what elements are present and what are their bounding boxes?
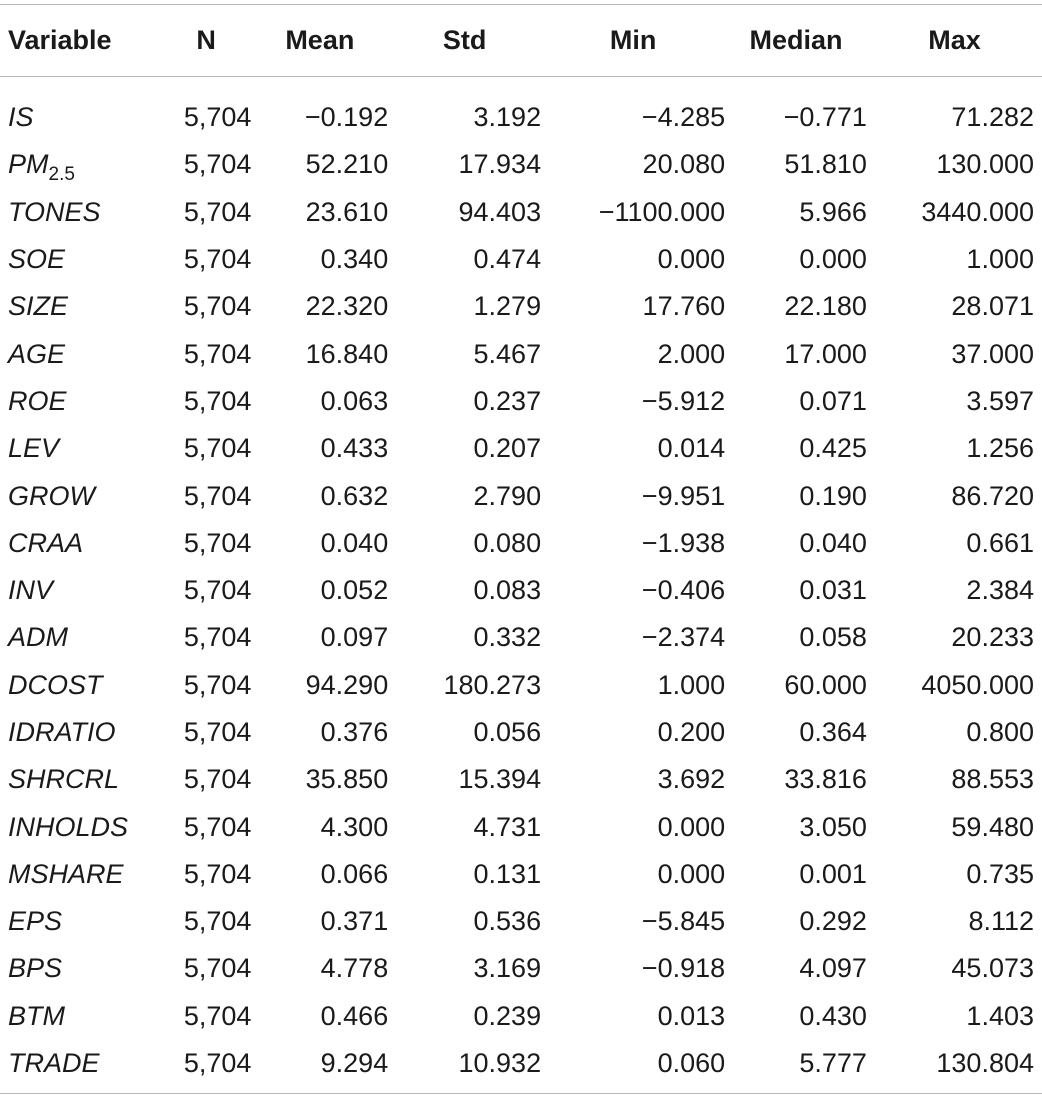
cell-std: 1.279	[473, 291, 542, 322]
cell-n: 5,704	[183, 433, 252, 464]
cell-mean: 9.294	[320, 1048, 389, 1079]
cell-median: 60.000	[784, 669, 867, 700]
table-row	[0, 945, 1042, 992]
cell-n: 5,704	[183, 385, 252, 416]
variable-name: SOE	[8, 244, 66, 275]
cell-n: 5,704	[183, 953, 252, 984]
table-row	[0, 189, 1042, 236]
cell-n: 5,704	[183, 1000, 252, 1031]
cell-max: 0.661	[966, 527, 1034, 558]
variable-name: ADM	[8, 622, 68, 653]
header-std: Std	[442, 24, 487, 55]
cell-max: 4050.000	[921, 669, 1034, 700]
variable-name: IS	[8, 102, 34, 133]
table-row	[0, 851, 1042, 898]
cell-min: 2.000	[657, 338, 726, 369]
cell-n: 5,704	[183, 196, 252, 227]
cell-min: 17.760	[642, 291, 726, 322]
cell-variable	[0, 283, 161, 330]
variable-name: SHRCRL	[8, 764, 120, 795]
cell-variable	[0, 709, 161, 756]
variable-name: BPS	[8, 953, 63, 984]
header-row	[0, 0, 1042, 80]
variable-name: LEV	[8, 433, 60, 464]
cell-mean: 4.778	[320, 953, 389, 984]
cell-n: 5,704	[183, 1048, 252, 1079]
cell-max: 130.804	[936, 1048, 1034, 1079]
cell-min: 1.000	[657, 669, 726, 700]
table-row	[0, 803, 1042, 850]
cell-std: 0.332	[473, 622, 542, 653]
cell-std: 0.131	[473, 858, 542, 889]
cell-min: 0.014	[657, 433, 726, 464]
cell-min: 0.000	[657, 811, 726, 842]
cell-mean: 0.376	[320, 717, 389, 747]
cell-variable	[0, 803, 161, 850]
table-row	[0, 993, 1042, 1040]
cell-mean: 94.290	[305, 669, 389, 700]
table-row	[0, 520, 1042, 567]
variable-name: PM	[8, 149, 49, 180]
cell-n: 5,704	[183, 622, 252, 653]
cell-max: 1.000	[966, 244, 1034, 275]
cell-variable	[0, 425, 161, 472]
cell-variable	[0, 567, 161, 614]
cell-std: 15.394	[458, 764, 542, 795]
cell-variable	[0, 378, 161, 425]
cell-max: 3440.000	[921, 196, 1034, 227]
table-row	[0, 898, 1042, 945]
cell-max: 86.720	[951, 480, 1034, 511]
cell-variable	[0, 662, 161, 709]
cell-n: 5,704	[183, 811, 252, 842]
variable-name: EPS	[8, 906, 63, 937]
cell-median: −0.771	[783, 102, 867, 133]
cell-min: 3.692	[657, 764, 726, 795]
cell-std: 10.932	[458, 1048, 542, 1079]
cell-mean: 0.097	[320, 622, 389, 653]
variable-name: BTM	[8, 1000, 65, 1031]
cell-max: 28.071	[951, 291, 1034, 322]
cell-std: 0.536	[473, 906, 542, 937]
cell-max: 0.800	[966, 717, 1034, 747]
cell-mean: 35.850	[305, 764, 389, 795]
cell-mean: 23.610	[305, 196, 389, 227]
table-row	[0, 1040, 1042, 1087]
cell-min: 0.200	[657, 717, 726, 747]
cell-std: 2.790	[473, 480, 542, 511]
header-variable: Variable	[8, 24, 112, 55]
cell-median: 0.292	[799, 906, 867, 937]
cell-min: 0.060	[657, 1048, 726, 1079]
cell-min: 0.000	[657, 244, 726, 275]
cell-mean: 0.340	[320, 244, 389, 275]
cell-std: 4.731	[473, 811, 542, 842]
cell-median: 0.364	[799, 717, 867, 747]
table-row	[0, 378, 1042, 425]
variable-name: SIZE	[8, 291, 69, 322]
cell-max: 59.480	[951, 811, 1034, 842]
cell-min: −1100.000	[598, 196, 726, 227]
cell-min: −5.845	[641, 906, 726, 937]
cell-std: 180.273	[443, 669, 542, 700]
variable-name: AGE	[8, 338, 66, 369]
cell-mean: 0.052	[320, 575, 389, 606]
table-row	[0, 425, 1042, 472]
table-row	[0, 141, 1042, 188]
cell-std: 5.467	[473, 338, 542, 369]
table-row	[0, 283, 1042, 330]
cell-n: 5,704	[183, 669, 252, 700]
cell-mean: 0.063	[320, 385, 389, 416]
cell-mean: 0.040	[320, 527, 389, 558]
cell-min: −0.918	[641, 953, 726, 984]
cell-max: 0.735	[966, 858, 1034, 889]
cell-mean: 0.466	[320, 1000, 389, 1031]
cell-variable	[0, 945, 161, 992]
cell-median: 0.190	[799, 480, 867, 511]
cell-max: 20.233	[951, 622, 1034, 653]
variable-name: INV	[8, 575, 54, 606]
cell-std: 3.169	[473, 953, 542, 984]
cell-min: 20.080	[642, 149, 726, 180]
cell-median: 4.097	[799, 953, 867, 984]
cell-max: 71.282	[951, 102, 1034, 133]
table-row	[0, 614, 1042, 661]
cell-median: 22.180	[784, 291, 867, 322]
cell-variable	[0, 189, 161, 236]
variable-name: DCOST	[8, 669, 103, 700]
cell-mean: −0.192	[304, 102, 389, 133]
header-min: Min	[609, 24, 657, 55]
cell-variable	[0, 236, 161, 283]
header-max: Max	[928, 24, 981, 55]
cell-n: 5,704	[183, 906, 252, 937]
cell-max: 1.403	[966, 1000, 1034, 1031]
cell-variable	[0, 330, 161, 377]
cell-n: 5,704	[183, 338, 252, 369]
cell-n: 5,704	[183, 291, 252, 322]
cell-std: 0.207	[473, 433, 542, 464]
cell-min: −4.285	[641, 102, 726, 133]
cell-std: 0.237	[473, 385, 542, 416]
cell-min: 0.000	[657, 858, 726, 889]
cell-median: 17.000	[784, 338, 867, 369]
cell-mean: 22.320	[305, 291, 389, 322]
cell-max: 88.553	[951, 764, 1034, 795]
cell-max: 3.597	[966, 385, 1034, 416]
variable-name: ROE	[8, 385, 67, 416]
header-mean: Mean	[285, 24, 355, 55]
cell-median: 3.050	[799, 811, 867, 842]
cell-variable	[0, 141, 161, 188]
cell-std: 0.080	[473, 527, 542, 558]
cell-median: 0.058	[799, 622, 867, 653]
cell-mean: 0.632	[320, 480, 389, 511]
variable-name: CRAA	[8, 527, 84, 558]
cell-median: 33.816	[784, 764, 867, 795]
table-header	[0, 0, 1042, 80]
cell-mean: 0.433	[320, 433, 389, 464]
cell-median: 0.001	[799, 858, 867, 889]
cell-variable	[0, 520, 161, 567]
header-n: N	[196, 24, 216, 55]
variable-subscript: 2.5	[48, 164, 75, 186]
cell-n: 5,704	[183, 480, 252, 511]
cell-variable	[0, 851, 161, 898]
cell-min: −1.938	[641, 527, 726, 558]
cell-max: 8.112	[968, 906, 1034, 937]
cell-variable	[0, 993, 161, 1040]
cell-n: 5,704	[183, 149, 252, 180]
cell-variable	[0, 898, 161, 945]
cell-std: 3.192	[473, 102, 542, 133]
table-row	[0, 94, 1042, 141]
cell-std: 0.474	[473, 244, 542, 275]
cell-variable	[0, 94, 161, 141]
cell-variable	[0, 614, 161, 661]
cell-min: 0.013	[657, 1000, 726, 1031]
cell-n: 5,704	[183, 102, 252, 133]
cell-max: 2.384	[966, 575, 1034, 606]
cell-median: 5.966	[799, 196, 867, 227]
cell-min: −0.406	[641, 575, 726, 606]
cell-n: 5,704	[183, 764, 252, 795]
cell-median: 5.777	[799, 1048, 867, 1079]
header-median: Median	[749, 24, 843, 55]
table-bottom-rule	[0, 1093, 1042, 1094]
cell-min: −5.912	[641, 385, 726, 416]
variable-name: MSHARE	[8, 858, 124, 889]
table-row	[0, 472, 1042, 519]
cell-std: 0.239	[473, 1000, 542, 1031]
table-row	[0, 330, 1042, 377]
cell-n: 5,704	[183, 244, 252, 275]
variable-name: GROW	[8, 480, 95, 511]
cell-n: 5,704	[183, 575, 252, 606]
cell-std: 0.056	[473, 717, 542, 747]
table-row	[0, 756, 1042, 803]
cell-mean: 4.300	[320, 811, 389, 842]
cell-n: 5,704	[183, 858, 252, 889]
variable-name: INHOLDS	[8, 811, 129, 842]
cell-std: 0.083	[473, 575, 542, 606]
cell-median: 0.071	[799, 385, 867, 416]
cell-max: 37.000	[951, 338, 1034, 369]
cell-median: 51.810	[784, 149, 867, 180]
cell-median: 0.430	[799, 1000, 867, 1031]
spacer-row	[0, 80, 1042, 94]
cell-std: 94.403	[458, 196, 542, 227]
cell-median: 0.425	[799, 433, 867, 464]
variable-name: TRADE	[8, 1048, 100, 1079]
table-body	[0, 80, 1042, 1087]
cell-min: −9.951	[641, 480, 726, 511]
table-row	[0, 662, 1042, 709]
cell-mean: 0.066	[320, 858, 389, 889]
table-row	[0, 236, 1042, 283]
variable-name: IDRATIO	[8, 717, 116, 747]
cell-variable	[0, 1040, 161, 1087]
table-row	[0, 709, 1042, 756]
variable-name: TONES	[8, 196, 101, 227]
cell-n: 5,704	[183, 717, 252, 747]
cell-n: 5,704	[183, 527, 252, 558]
cell-max: 45.073	[951, 953, 1034, 984]
cell-max: 1.256	[966, 433, 1034, 464]
cell-variable	[0, 756, 161, 803]
cell-median: 0.031	[799, 575, 867, 606]
cell-max: 130.000	[936, 149, 1034, 180]
cell-std: 17.934	[458, 149, 542, 180]
cell-variable	[0, 472, 161, 519]
cell-mean: 0.371	[320, 906, 389, 937]
cell-median: 0.040	[799, 527, 867, 558]
cell-median: 0.000	[799, 244, 867, 275]
cell-min: −2.374	[641, 622, 726, 653]
table-row	[0, 567, 1042, 614]
cell-mean: 16.840	[305, 338, 389, 369]
cell-mean: 52.210	[305, 149, 389, 180]
